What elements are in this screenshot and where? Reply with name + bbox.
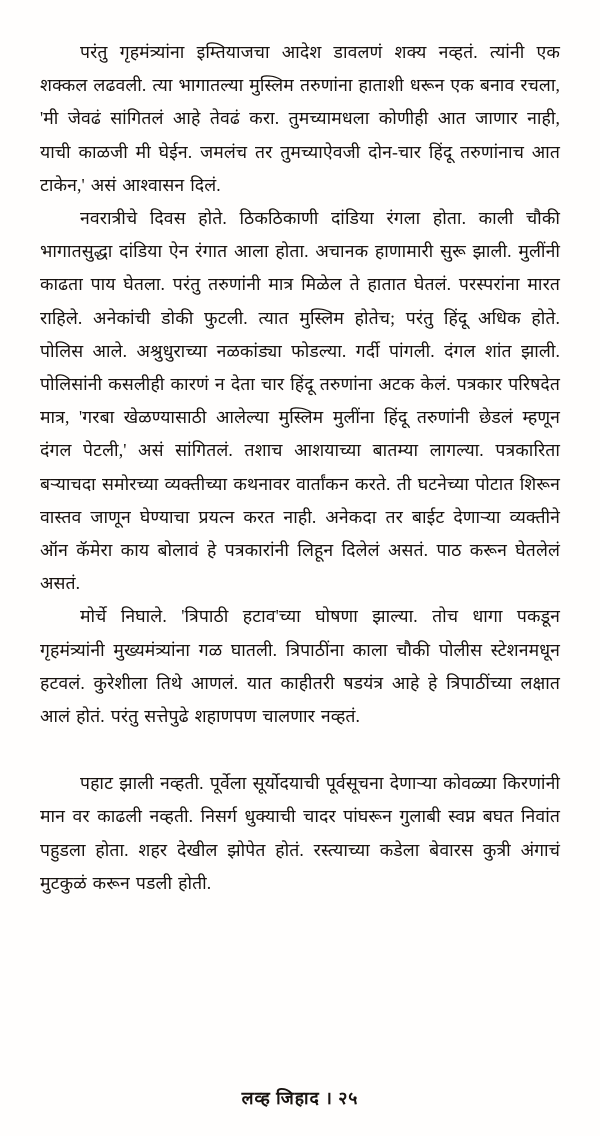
paragraph-2: नवरात्रीचे दिवस होते. ठिकठिकाणी दांडिया रंगला होता. काली चौकी भागातसुद्धा दांडिया ऐन रंगात आला होता. अचानक हाणामारी सुरू झाली. मुलींनी काढता पाय घेतला. परंतु तरुणांनी मात्र मिळेल ते हातात घेतलं. परस्परांना मारत राहिले. अनेकांची डोकी फुटली. त्यात मुस्लिम होतेच; परंतु हिंदू अधिक होते. पोलिस आले. अश्रुधुराच्या नळकांड्या फोडल्या. गर्दी पांगली. दंगल शांत झाली. पोलिसांनी कसलीही कारणं न देता चार हिंदू तरुणांना अटक केलं. पत्रकार परिषदेत मात्र, 'गरबा खेळण्यासाठी आलेल्या मुस्लिम मुलींना हिंदू तरुणांनी छेडलं म्हणून दंगल पेटली,' असं सांगितलं. तशाच आशयाच्या बातम्या लागल्या. पत्रकारिता बऱ्याचदा समोरच्या व्यक्तीच्या कथनावर वार्तांकन करते. ती घटनेच्या पोटात शिरून वास्तव जाणून घेण्याचा प्रयत्न करत नाही. अनेकदा तर बाईट देणाऱ्या व्यक्तीने ऑन कॅमेरा काय बोलावं हे पत्रकारांनी लिहून दिलेलं असतं. पाठ करून घेतलेलं असतं. [40,208,560,594]
paragraph-3: मोर्चे निघाले. 'त्रिपाठी हटाव'च्या घोषणा झाल्या. तोच धागा पकडून गृहमंत्र्यांनी मुख्यमंत्र्यांना गळ घातली. त्रिपाठींना काला चौकी पोलीस स्टेशनमधून हटवलं. कुरेशीला तिथे आणलं. यात काहीतरी षडयंत्र आहे हे त्रिपाठींच्या लक्षात आलं होतं. परंतु सत्तेपुढे शहाणपण चालणार नव्हतं. [40,606,560,727]
page-body [40,36,560,900]
page-footer [0,1086,600,1110]
section-break [40,733,560,767]
footer-text: लव्ह जिहाद । २५ [241,1088,359,1108]
paragraph-4: पहाट झाली नव्हती. पूर्वेला सूर्योदयाची पूर्वसूचना देणाऱ्या कोवळ्या किरणांनी मान वर काढली नव्हती. निसर्ग धुक्याची चादर पांघरून गुलाबी स्वप्न बघत निवांत पहुडला होता. शहर देखील झोपेत होतं. रस्त्याच्या कडेला बेवारस कुत्री अंगाचं मुटकुळं करून पडली होती. [40,773,560,893]
paragraph-1: परंतु गृहमंत्र्यांना इम्तियाजचा आदेश डावलणं शक्य नव्हतं. त्यांनी एक शक्कल लढवली. त्या भागातल्या मुस्लिम तरुणांना हाताशी धरून एक बनाव रचला, 'मी जेवढं सांगितलं आहे तेवढं करा. तुमच्यामधला कोणीही आत जाणार नाही, याची काळजी मी घेईन. जमलंच तर तुमच्याऐवजी दोन-चार हिंदू तरुणांनाच आत टाकेन,' असं आश्वासन दिलं. [40,42,560,195]
